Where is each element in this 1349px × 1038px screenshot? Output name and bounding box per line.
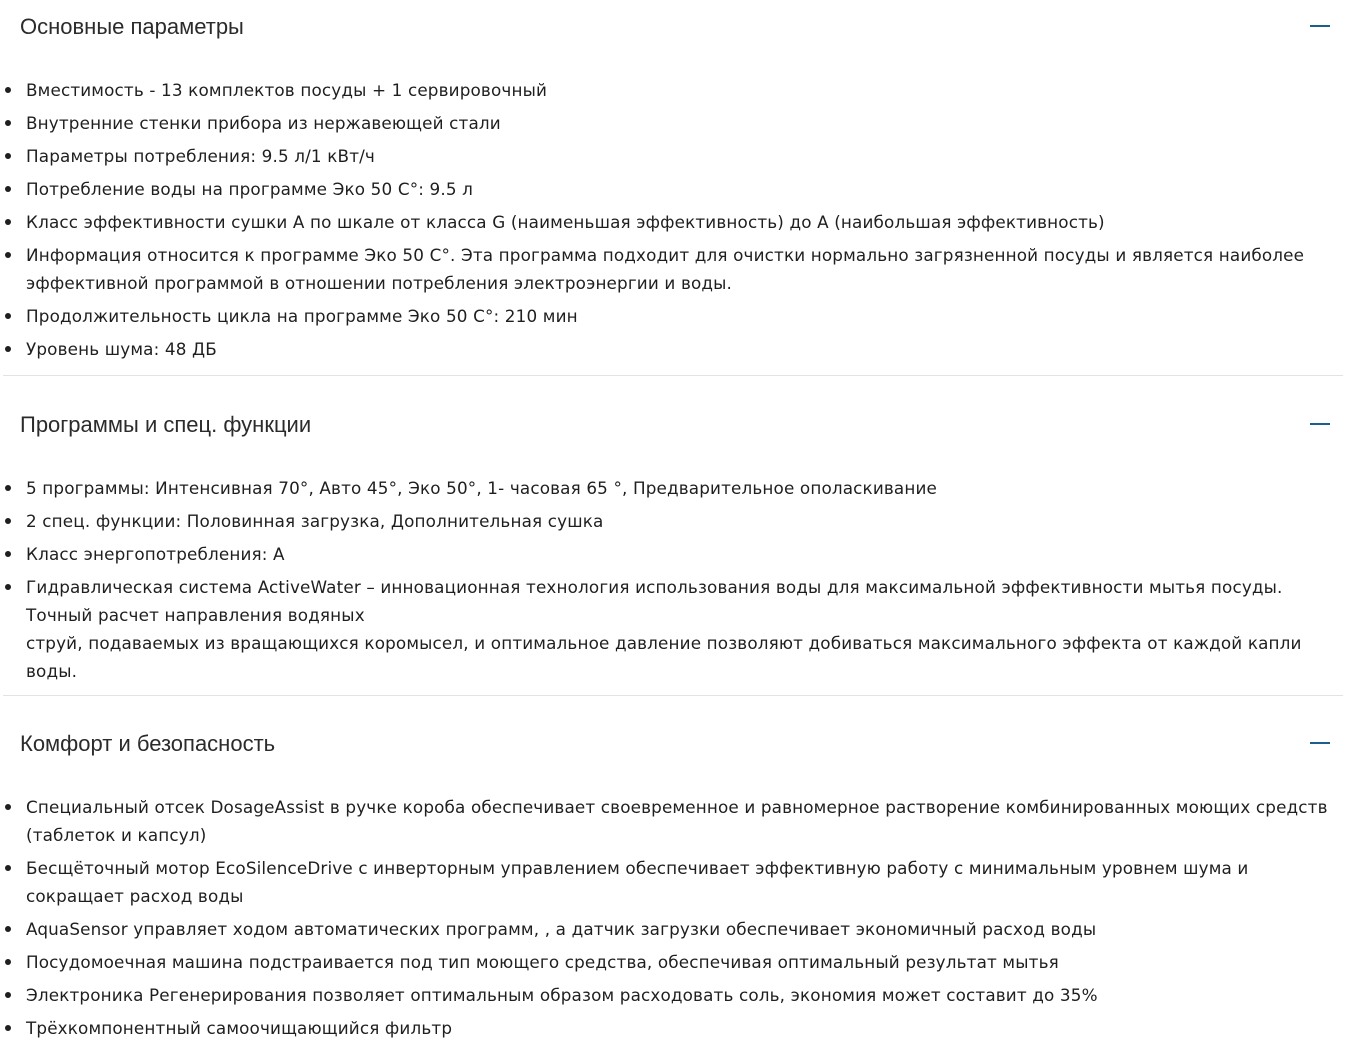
list-item — [3, 981, 1343, 1009]
list-item — [3, 474, 1343, 502]
list-item-text: сокращает расход воды — [26, 886, 244, 906]
list-item — [3, 142, 1343, 170]
list-item-text: Уровень шума: 48 ДБ — [26, 339, 217, 359]
list-item-text: Класс энергопотребления: А — [26, 544, 285, 564]
minus-icon[interactable] — [1310, 414, 1330, 434]
list-item — [3, 507, 1343, 535]
list-item — [3, 208, 1343, 236]
list-item — [3, 573, 1343, 685]
list-item — [3, 854, 1343, 910]
list-item — [3, 948, 1343, 976]
feature-list — [3, 76, 1343, 368]
list-item-text: Гидравлическая система ActiveWater – инновационная технология использования воды для максимальной эффективности мытья посуды. — [26, 577, 1283, 597]
list-item — [3, 335, 1343, 363]
feature-list — [3, 793, 1343, 1038]
list-item — [3, 915, 1343, 943]
list-item — [3, 76, 1343, 104]
list-item-text: 2 спец. функции: Половинная загрузка, Дополнительная сушка — [26, 511, 604, 531]
list-item — [3, 540, 1343, 568]
section-title[interactable]: Комфорт и безопасность — [20, 731, 276, 756]
section-comfort-safety — [3, 695, 1343, 1038]
section-title[interactable]: Программы и спец. функции — [20, 412, 312, 437]
list-item — [3, 175, 1343, 203]
list-item-text: AquaSensor управляет ходом автоматических программ, , а датчик загрузки обеспечивает экономичный расход воды — [26, 919, 1097, 939]
list-item-text: струй, подаваемых из вращающихся коромысел, и оптимальное давление позволяют добиваться максимального эффекта от каждой капли — [26, 633, 1302, 653]
list-item-text: Вместимость - 13 комплектов посуды + 1 сервировочный — [26, 80, 548, 100]
list-item — [3, 109, 1343, 137]
list-item — [3, 1014, 1343, 1038]
minus-icon[interactable] — [1310, 733, 1330, 753]
list-item-text: Внутренние стенки прибора из нержавеющей стали — [26, 113, 501, 133]
list-item-text: Продолжительность цикла на программе Эко 50 С°: 210 мин — [26, 306, 578, 326]
list-item — [3, 241, 1343, 297]
list-item-text: Потребление воды на программе Эко 50 С°: 9.5 л — [26, 179, 474, 199]
list-item-text: Бесщёточный мотор EcoSilenceDrive с инверторным управлением обеспечивает эффективную работу с минимальным уровнем шума и — [26, 858, 1249, 878]
section-title[interactable]: Основные параметры — [20, 14, 244, 39]
section-programs-functions — [3, 375, 1343, 695]
list-item — [3, 793, 1343, 849]
list-item-text: эффективной программой в отношении потребления электроэнергии и воды. — [26, 273, 733, 293]
list-item — [3, 302, 1343, 330]
list-item-text: воды. — [26, 661, 78, 681]
list-item-text: Информация относится к программе Эко 50 С°. Эта программа подходит для очистки нормально загрязненной посуды и является наиболее — [26, 245, 1305, 265]
list-item-text: Класс эффективности сушки А по шкале от класса G (наименьшая эффективность) до А (наибольшая эффективность) — [26, 212, 1105, 232]
list-item-text: Трёхкомпонентный самоочищающийся фильтр — [26, 1018, 453, 1038]
section-main-parameters — [3, 0, 1343, 375]
list-item-text: 5 программы: Интенсивная 70°, Авто 45°, Эко 50°, 1- часовая 65 °, Предварительное ополаскивание — [26, 478, 938, 498]
minus-icon[interactable] — [1310, 16, 1330, 36]
feature-list — [3, 474, 1343, 690]
list-item-text: Посудомоечная машина подстраивается под тип моющего средства, обеспечивая оптимальный результат мытья — [26, 952, 1059, 972]
list-item-text: (таблеток и капсул) — [26, 825, 207, 845]
list-item-text: Электроника Регенерирования позволяет оптимальным образом расходовать соль, экономия может составит до 35% — [26, 985, 1098, 1005]
list-item-text: Специальный отсек DosageAssist в ручке короба обеспечивает своевременное и равномерное растворение комбинированных моющих средств — [26, 797, 1328, 817]
list-item-text: Параметры потребления: 9.5 л/1 кВт/ч — [26, 146, 375, 166]
list-item-text: Точный расчет направления водяных — [26, 605, 365, 625]
